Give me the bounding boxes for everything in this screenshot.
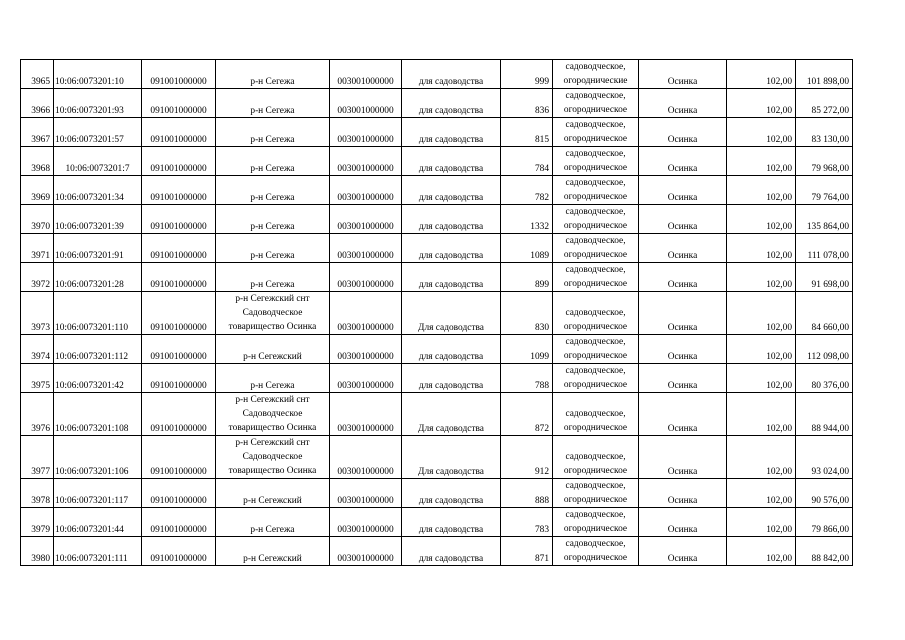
okato-code: 091001000000 (142, 147, 216, 176)
okato-code: 091001000000 (142, 436, 216, 479)
cadastral-value: 88 944,00 (796, 393, 853, 436)
land-purpose-line-2: огородническое (563, 192, 628, 202)
permitted-use: для садоводства (402, 89, 501, 118)
land-purpose-line-1: садоводческое, (565, 265, 626, 275)
okato-code: 091001000000 (142, 393, 216, 436)
settlement-name: Осинка (639, 89, 727, 118)
permitted-use: для садоводства (402, 176, 501, 205)
cadastral-number: 10:06:0073201:108 (54, 393, 142, 436)
cadastral-value: 93 024,00 (796, 436, 853, 479)
row-number: 3979 (21, 508, 54, 537)
address: р-н Сегежский (216, 335, 330, 364)
cadastral-value: 112 098,00 (796, 335, 853, 364)
permitted-use: Для садоводства (402, 292, 501, 335)
specific-value: 102,00 (727, 364, 796, 393)
cadastral-value: 83 130,00 (796, 118, 853, 147)
oktmo-code: 003001000000 (330, 479, 402, 508)
cadastral-number: 10:06:0073201:39 (54, 205, 142, 234)
table-row (21, 60, 853, 89)
permitted-use: для садоводства (402, 234, 501, 263)
cadastral-value: 80 376,00 (796, 364, 853, 393)
cadastral-value: 101 898,00 (796, 60, 853, 89)
land-purpose-line-2: огородническое (563, 553, 628, 563)
area: 788 (501, 364, 553, 393)
land-purpose-line-2: огородническое (563, 105, 628, 115)
table-row (21, 537, 853, 566)
land-purpose-line-2: огороднические (563, 76, 628, 86)
settlement-name: Осинка (639, 147, 727, 176)
oktmo-code: 003001000000 (330, 436, 402, 479)
cadastral-number: 10:06:0073201:112 (54, 335, 142, 364)
land-purpose-line-1: садоводческое, (565, 91, 626, 101)
cadastral-value: 88 842,00 (796, 537, 853, 566)
row-number: 3969 (21, 176, 54, 205)
oktmo-code: 003001000000 (330, 537, 402, 566)
cadastral-number: 10:06:0073201:42 (54, 364, 142, 393)
okato-code: 091001000000 (142, 263, 216, 292)
cadastral-value: 90 576,00 (796, 479, 853, 508)
cadastral-value: 84 660,00 (796, 292, 853, 335)
specific-value: 102,00 (727, 60, 796, 89)
permitted-use: для садоводства (402, 364, 501, 393)
table-row (21, 364, 853, 393)
land-purpose-line-1: садоводческое, (565, 409, 626, 419)
cadastral-number: 10:06:0073201:28 (54, 263, 142, 292)
land-purpose (553, 205, 639, 234)
row-number: 3972 (21, 263, 54, 292)
cadastral-value: 79 866,00 (796, 508, 853, 537)
cadastral-number: 10:06:0073201:57 (54, 118, 142, 147)
okato-code: 091001000000 (142, 234, 216, 263)
row-number: 3966 (21, 89, 54, 118)
oktmo-code: 003001000000 (330, 89, 402, 118)
row-number: 3978 (21, 479, 54, 508)
settlement-name: Осинка (639, 60, 727, 89)
land-purpose-line-1: садоводческое, (565, 481, 626, 491)
land-purpose-line-2: огородническое (563, 279, 628, 289)
land-purpose-line-1: садоводческое, (565, 539, 626, 549)
settlement-name: Осинка (639, 176, 727, 205)
table-row (21, 205, 853, 234)
land-purpose-line-1: садоводческое, (565, 236, 626, 246)
land-plot-register-table (20, 59, 853, 566)
permitted-use: для садоводства (402, 118, 501, 147)
land-purpose-line-1: садоводческое, (565, 308, 626, 318)
cadastral-value: 111 078,00 (796, 234, 853, 263)
okato-code: 091001000000 (142, 479, 216, 508)
cadastral-value: 135 864,00 (796, 205, 853, 234)
specific-value: 102,00 (727, 292, 796, 335)
land-purpose-line-2: огородническое (563, 524, 628, 534)
okato-code: 091001000000 (142, 118, 216, 147)
settlement-name: Осинка (639, 335, 727, 364)
address: р-н Сегежский (216, 479, 330, 508)
address: р-н Сегежа (216, 263, 330, 292)
address: р-н Сегежа (216, 205, 330, 234)
land-purpose-line-1: садоводческое, (565, 62, 626, 72)
specific-value: 102,00 (727, 537, 796, 566)
address: р-н Сегежа (216, 508, 330, 537)
address: р-н Сегежа (216, 118, 330, 147)
settlement-name: Осинка (639, 292, 727, 335)
table-row (21, 479, 853, 508)
land-purpose-line-2: огородническое (563, 163, 628, 173)
oktmo-code: 003001000000 (330, 60, 402, 89)
land-purpose (553, 89, 639, 118)
cadastral-number: 10:06:0073201:111 (54, 537, 142, 566)
okato-code: 091001000000 (142, 335, 216, 364)
land-purpose-line-2: огородническое (563, 495, 628, 505)
table-row (21, 263, 853, 292)
cadastral-number: 10:06:0073201:34 (54, 176, 142, 205)
specific-value: 102,00 (727, 147, 796, 176)
area: 836 (501, 89, 553, 118)
settlement-name: Осинка (639, 508, 727, 537)
land-purpose-line-1: садоводческое, (565, 510, 626, 520)
land-purpose-line-2: огородническое (563, 423, 628, 433)
permitted-use: для садоводства (402, 60, 501, 89)
address: р-н Сегежский снт Садоводческое товарищество Осинка (216, 436, 330, 479)
oktmo-code: 003001000000 (330, 147, 402, 176)
address: р-н Сегежа (216, 60, 330, 89)
cadastral-value: 79 968,00 (796, 147, 853, 176)
land-purpose (553, 508, 639, 537)
settlement-name: Осинка (639, 364, 727, 393)
address: р-н Сегежа (216, 147, 330, 176)
row-number: 3965 (21, 60, 54, 89)
oktmo-code: 003001000000 (330, 176, 402, 205)
settlement-name: Осинка (639, 118, 727, 147)
specific-value: 102,00 (727, 393, 796, 436)
address: р-н Сегежа (216, 234, 330, 263)
okato-code: 091001000000 (142, 89, 216, 118)
land-purpose (553, 118, 639, 147)
land-purpose (553, 234, 639, 263)
permitted-use: Для садоводства (402, 436, 501, 479)
specific-value: 102,00 (727, 263, 796, 292)
land-purpose (553, 393, 639, 436)
permitted-use: для садоводства (402, 263, 501, 292)
land-purpose-line-1: садоводческое, (565, 452, 626, 462)
oktmo-code: 003001000000 (330, 364, 402, 393)
permitted-use: Для садоводства (402, 393, 501, 436)
address: р-н Сегежа (216, 364, 330, 393)
oktmo-code: 003001000000 (330, 508, 402, 537)
permitted-use: для садоводства (402, 479, 501, 508)
permitted-use: для садоводства (402, 335, 501, 364)
table-row (21, 292, 853, 335)
settlement-name: Осинка (639, 537, 727, 566)
address: р-н Сегежа (216, 176, 330, 205)
oktmo-code: 003001000000 (330, 234, 402, 263)
oktmo-code: 003001000000 (330, 292, 402, 335)
land-purpose (553, 479, 639, 508)
land-purpose (553, 335, 639, 364)
okato-code: 091001000000 (142, 537, 216, 566)
table-row (21, 147, 853, 176)
area: 783 (501, 508, 553, 537)
specific-value: 102,00 (727, 479, 796, 508)
area: 815 (501, 118, 553, 147)
settlement-name: Осинка (639, 263, 727, 292)
permitted-use: для садоводства (402, 147, 501, 176)
land-purpose-line-2: огородническое (563, 322, 628, 332)
land-purpose-line-1: садоводческое, (565, 207, 626, 217)
okato-code: 091001000000 (142, 60, 216, 89)
area: 1089 (501, 234, 553, 263)
row-number: 3973 (21, 292, 54, 335)
cadastral-value: 91 698,00 (796, 263, 853, 292)
land-purpose (553, 176, 639, 205)
row-number: 3970 (21, 205, 54, 234)
land-purpose-line-1: садоводческое, (565, 120, 626, 130)
permitted-use: для садоводства (402, 205, 501, 234)
row-number: 3975 (21, 364, 54, 393)
cadastral-number: 10:06:0073201:106 (54, 436, 142, 479)
table-row (21, 176, 853, 205)
land-purpose (553, 537, 639, 566)
cadastral-number: 10:06:0073201:10 (54, 60, 142, 89)
area: 899 (501, 263, 553, 292)
row-number: 3977 (21, 436, 54, 479)
oktmo-code: 003001000000 (330, 205, 402, 234)
row-number: 3980 (21, 537, 54, 566)
area: 1332 (501, 205, 553, 234)
settlement-name: Осинка (639, 393, 727, 436)
land-purpose-line-1: садоводческое, (565, 337, 626, 347)
cadastral-number: 10:06:0073201:93 (54, 89, 142, 118)
settlement-name: Осинка (639, 436, 727, 479)
table-row (21, 436, 853, 479)
land-purpose (553, 263, 639, 292)
specific-value: 102,00 (727, 335, 796, 364)
table-row (21, 234, 853, 263)
permitted-use: для садоводства (402, 537, 501, 566)
table-row (21, 89, 853, 118)
land-purpose (553, 60, 639, 89)
area: 830 (501, 292, 553, 335)
specific-value: 102,00 (727, 508, 796, 537)
area: 871 (501, 537, 553, 566)
table-row (21, 335, 853, 364)
okato-code: 091001000000 (142, 205, 216, 234)
cadastral-value: 79 764,00 (796, 176, 853, 205)
specific-value: 102,00 (727, 118, 796, 147)
area: 872 (501, 393, 553, 436)
table-row (21, 508, 853, 537)
cadastral-number: 10:06:0073201:7 (54, 147, 142, 176)
land-purpose (553, 147, 639, 176)
area: 1099 (501, 335, 553, 364)
table-row (21, 118, 853, 147)
permitted-use: для садоводства (402, 508, 501, 537)
row-number: 3976 (21, 393, 54, 436)
cadastral-number: 10:06:0073201:91 (54, 234, 142, 263)
okato-code: 091001000000 (142, 508, 216, 537)
row-number: 3971 (21, 234, 54, 263)
settlement-name: Осинка (639, 205, 727, 234)
land-purpose-line-1: садоводческое, (565, 149, 626, 159)
specific-value: 102,00 (727, 234, 796, 263)
cadastral-number: 10:06:0073201:117 (54, 479, 142, 508)
land-purpose-line-2: огородническое (563, 134, 628, 144)
land-purpose-line-2: огородническое (563, 380, 628, 390)
land-purpose-line-2: огородническое (563, 221, 628, 231)
oktmo-code: 003001000000 (330, 393, 402, 436)
cadastral-value: 85 272,00 (796, 89, 853, 118)
okato-code: 091001000000 (142, 292, 216, 335)
address: р-н Сегежа (216, 89, 330, 118)
address: р-н Сегежский снт Садоводческое товарищество Осинка (216, 292, 330, 335)
area: 782 (501, 176, 553, 205)
settlement-name: Осинка (639, 479, 727, 508)
okato-code: 091001000000 (142, 176, 216, 205)
cadastral-number: 10:06:0073201:44 (54, 508, 142, 537)
settlement-name: Осинка (639, 234, 727, 263)
land-purpose (553, 436, 639, 479)
land-purpose-line-2: огородническое (563, 351, 628, 361)
row-number: 3967 (21, 118, 54, 147)
address: р-н Сегежский снт Садоводческое товарищество Осинка (216, 393, 330, 436)
area: 888 (501, 479, 553, 508)
land-purpose-line-1: садоводческое, (565, 366, 626, 376)
cadastral-number: 10:06:0073201:110 (54, 292, 142, 335)
specific-value: 102,00 (727, 89, 796, 118)
area: 999 (501, 60, 553, 89)
area: 912 (501, 436, 553, 479)
land-purpose (553, 364, 639, 393)
table-row (21, 393, 853, 436)
land-purpose-line-1: садоводческое, (565, 178, 626, 188)
specific-value: 102,00 (727, 176, 796, 205)
specific-value: 102,00 (727, 436, 796, 479)
specific-value: 102,00 (727, 205, 796, 234)
oktmo-code: 003001000000 (330, 335, 402, 364)
row-number: 3974 (21, 335, 54, 364)
land-purpose (553, 292, 639, 335)
land-purpose-line-2: огородническое (563, 466, 628, 476)
okato-code: 091001000000 (142, 364, 216, 393)
address: р-н Сегежский (216, 537, 330, 566)
oktmo-code: 003001000000 (330, 118, 402, 147)
land-purpose-line-2: огородническое (563, 250, 628, 260)
row-number: 3968 (21, 147, 54, 176)
area: 784 (501, 147, 553, 176)
oktmo-code: 003001000000 (330, 263, 402, 292)
